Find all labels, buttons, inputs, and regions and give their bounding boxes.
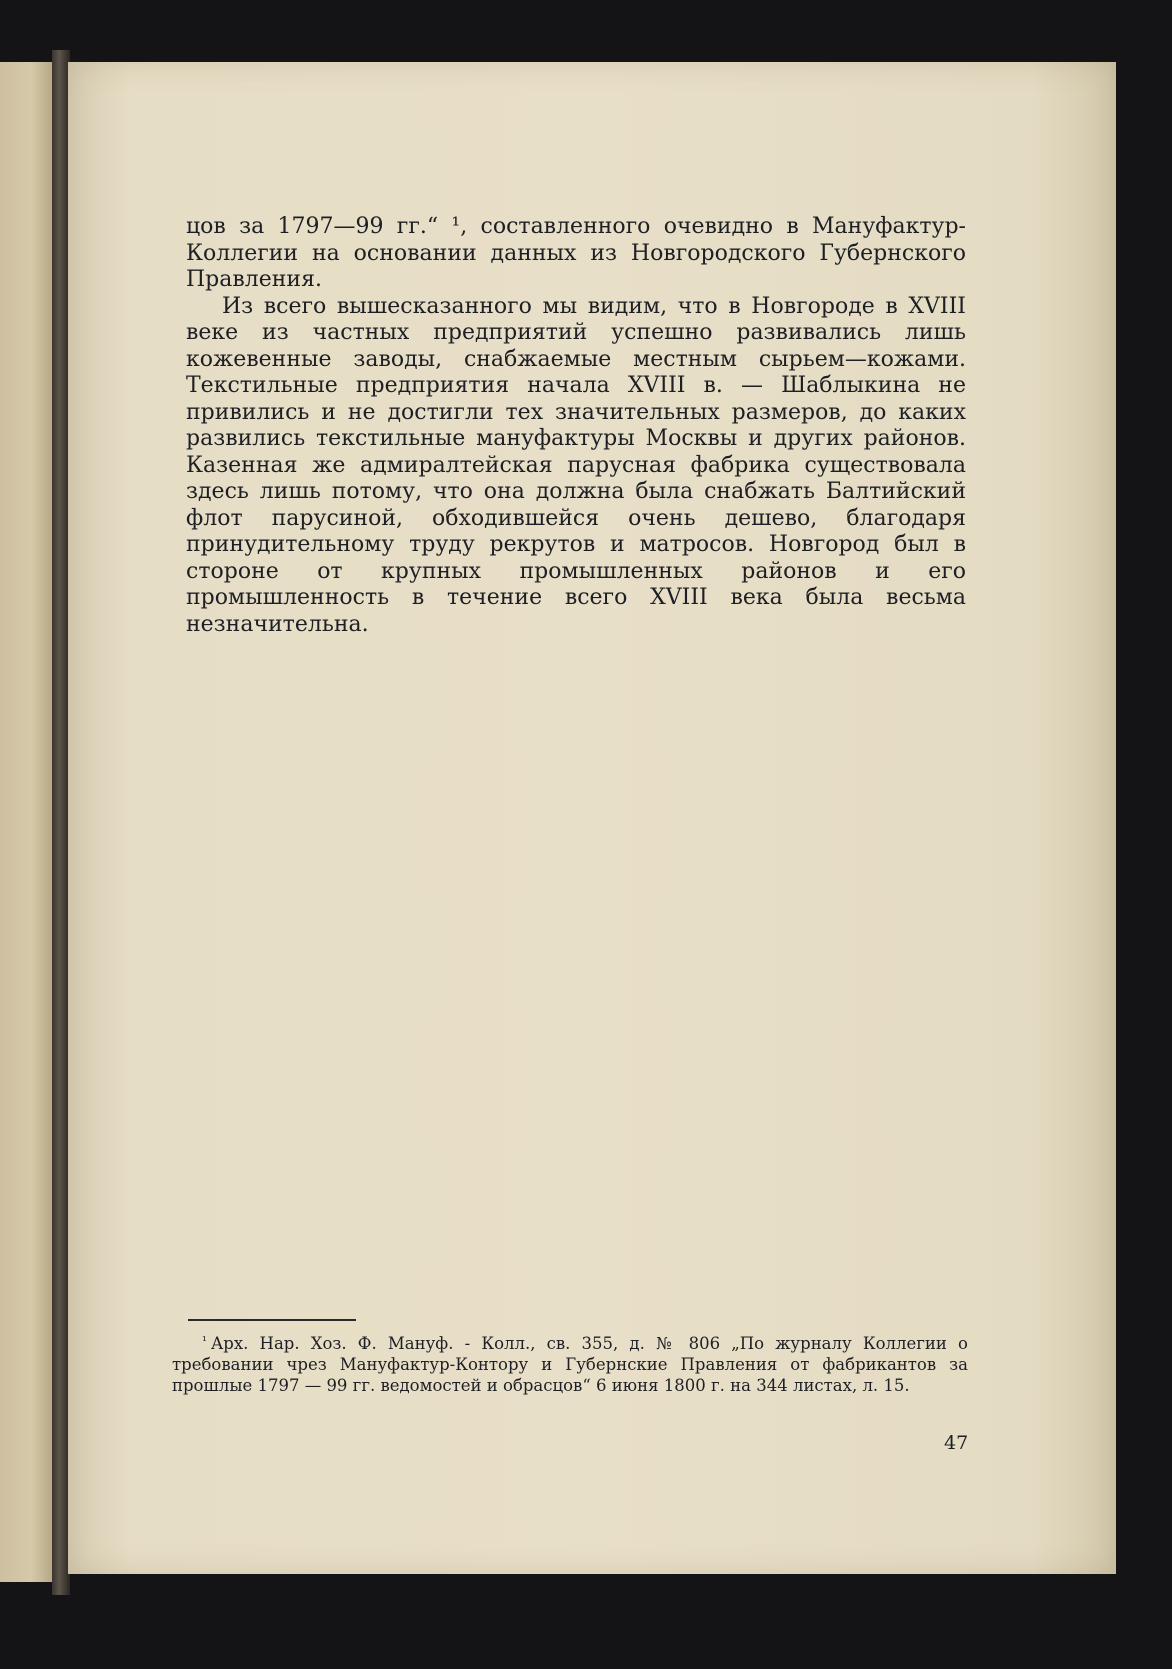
page-number: 47	[944, 1432, 969, 1454]
paragraph-conclusion: Из всего вышесказанного мы видим, что в Новгороде в XVIII веке из частных предприятий успешно развивались лишь кожевенные заводы, снабжаемые местным сырьем—кожами. Текстильные предприятия начала XVIII в. — Шаблыкина не привились и не достигли тех значительных размеров, до каких развились текстильные мануфактуры Москвы и других районов. Казенная же адмиралтейская парусная фабрика существовала здесь лишь потому, что она должна была снабжать Балтийский флот парусиной, обходившейся очень дешево, благодаря принудительному труду рекрутов и матросов. Новгород был в стороне от крупных промышленных районов и его промышленность в течение всего XVIII века была весьма незначительна.	[186, 293, 966, 637]
footnote	[172, 1331, 968, 1396]
footnote-divider	[188, 1319, 356, 1321]
facing-page-edge	[0, 62, 52, 1582]
footnote-text: Арх. Нар. Хоз. Ф. Мануф. - Колл., св. 355, д. № 806 „По журналу Коллегии о требовании чрез Мануфактур-Контору и Губернские Правления от фабрикантов за прошлые 1797 — 99 гг. ведомостей и обрасцов“ 6 июня 1800 г. на 344 листах, л. 15.	[172, 1334, 968, 1395]
footnote-marker: ¹	[202, 1334, 207, 1348]
main-text	[186, 214, 966, 638]
paragraph-continuation: цов за 1797—99 гг.“ ¹, составленного очевидно в Мануфактур-Коллегии на основании данных из Новгородского Губернского Правления.	[186, 214, 966, 292]
book-page	[68, 62, 1116, 1574]
